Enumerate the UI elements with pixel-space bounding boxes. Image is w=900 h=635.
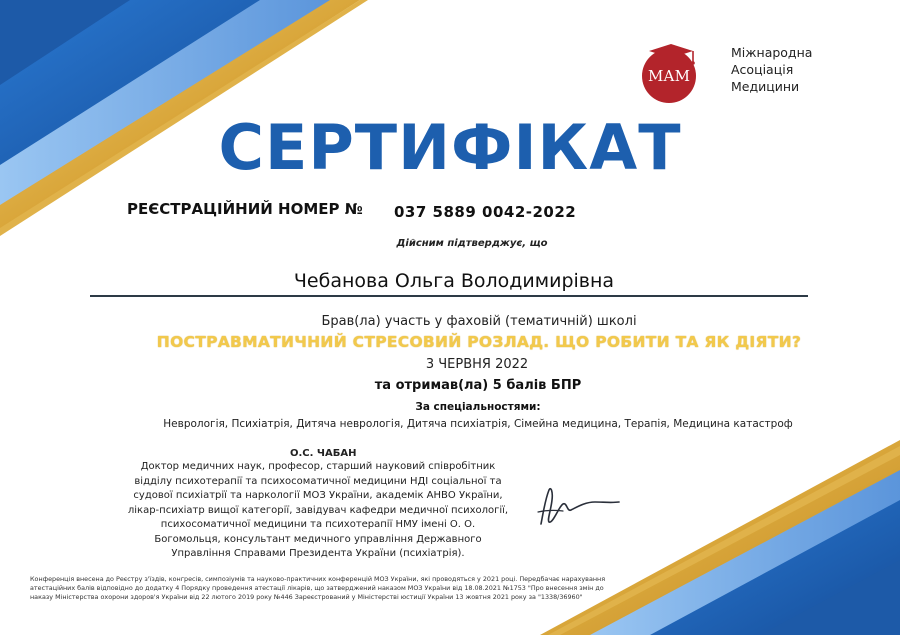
signer-description-line: психосоматичної медицини та психотерапії НМУ імені О. О. (160, 519, 476, 530)
organization-name-line: Асоціація (731, 62, 794, 77)
signer-description-line: Богомольця, консультант медичного управління Державного (154, 533, 482, 545)
specialties-list: Неврологія, Психіатрія, Дитяча неврологія, Дитяча психіатрія, Сімейна медицина, Терапія, Медицина катастроф (163, 418, 793, 430)
name-underline (90, 295, 808, 297)
points-text: та отримав(ла) 5 балів БПР (374, 378, 582, 393)
signer-description-line: відділу психотерапії та психосоматичної медицини НДІ соціальної та (134, 475, 502, 487)
signer-description-line: Доктор медичних наук, професор, старший науковий співробітник (140, 461, 496, 472)
specialties-label: За спеціальностями: (415, 401, 541, 413)
signer-description (108, 460, 528, 562)
signature-icon (533, 480, 623, 530)
signer-name: О.С. ЧАБАН (290, 448, 357, 459)
footnote-line: Конференція внесена до Реєстру з'їздів, конгресів, симпозіумів та науково-практичних конференцій МОЗ України, які проводяться у 2021 році. Передбачає нарахування (30, 575, 606, 583)
confirms-text: Дійсним підтверджує, що (396, 238, 548, 249)
mam-logo-icon (637, 36, 707, 106)
footnote (30, 575, 670, 602)
organization-name (731, 44, 812, 95)
footnote-line: наказу Міністерства охорони здоров'я України від 22 лютого 2019 року №446 Зареєстрований у Міністерстві юстиції України 13 жовтня 2021 року за "1338/36960" (30, 593, 583, 601)
certificate-title: СЕРТИФІКАТ (218, 111, 682, 184)
registration-label: РЕЄСТРАЦІЙНИЙ НОМЕР № (127, 200, 363, 218)
signer-description-line: Управління Справами Президента України (психіатрія). (171, 548, 465, 559)
school-title: ПОСТРАВМАТИЧНИЙ СТРЕСОВИЙ РОЗЛАД. ЩО РОБИТИ ТА ЯК ДІЯТИ? (156, 333, 802, 351)
logo-text: МАМ (647, 67, 691, 85)
footnote-line: атестаційних балів відповідно до додатку 4 Порядку проведення атестації лікарів, що затверджений наказом МОЗ України від 18.08.2021 №1753 "Про внесення змін до (30, 584, 604, 592)
participation-text: Брав(ла) участь у фаховій (тематичній) школі (321, 314, 637, 329)
signer-description-line: лікар-психіатр вищої категорії, завідувач кафедри медичної психології, (127, 504, 509, 516)
event-date: 3 ЧЕРВНЯ 2022 (425, 357, 529, 372)
organization-name-line: Медицини (731, 79, 800, 94)
organization-name-line: Міжнародна (731, 45, 813, 60)
recipient-name: Чебанова Ольга Володимирівна (293, 270, 615, 292)
registration-number: 037 5889 0042-2022 (394, 203, 577, 221)
signer-description-line: судової психіатрії та наркології МОЗ України, академік АНВО України, (133, 490, 503, 501)
